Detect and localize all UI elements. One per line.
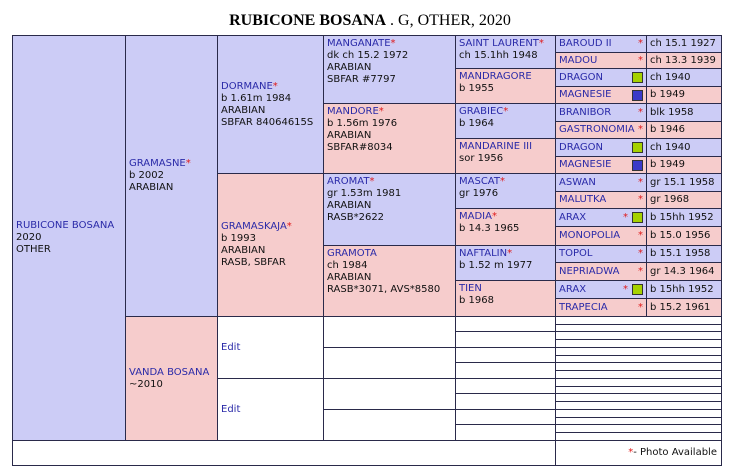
g5-name-cell	[555, 280, 647, 299]
g5-name[interactable]: ARAX	[559, 283, 587, 295]
subject-name[interactable]: RUBICONE BOSANA	[16, 220, 115, 231]
photo-star: *	[499, 176, 505, 187]
g4-cell	[455, 68, 556, 104]
page-title	[0, 12, 740, 30]
photo-star: *	[638, 106, 643, 118]
g4-name[interactable]: NAFTALIN	[459, 248, 508, 259]
g5-name-cell	[555, 35, 647, 53]
g5-name[interactable]: MONOPOLIA	[559, 230, 621, 241]
g4-cell	[455, 138, 556, 174]
g5-data-cell: gr 14.3 1964	[646, 262, 722, 281]
g4-name[interactable]: MANDRAGORE	[459, 71, 532, 82]
sire-breed: ARABIAN	[129, 182, 174, 193]
photo-star: *	[378, 106, 384, 117]
g3-name[interactable]: MANDORE	[327, 106, 379, 117]
g5-name-cell	[555, 121, 647, 139]
g5-name-cell	[555, 208, 647, 227]
g5-name[interactable]: MADOU	[559, 54, 598, 66]
g4-cell	[455, 173, 556, 209]
empty-ancestor-cell	[323, 378, 456, 410]
photo-star: *	[390, 38, 396, 49]
sire-name[interactable]: GRAMASNE	[129, 158, 186, 169]
g5-data-cell: b 15hh 1952	[646, 208, 722, 227]
g5-name-cell	[555, 298, 647, 317]
g4-info: sor 1956	[459, 153, 504, 164]
photo-star: *	[638, 54, 643, 66]
photo-star: *	[507, 248, 513, 259]
photo-thumbnail-icon[interactable]	[632, 90, 643, 101]
g5-name-cell	[555, 226, 647, 246]
g3-cell	[323, 173, 456, 246]
g4-cell	[455, 103, 556, 139]
g5-name[interactable]: ASWAN	[559, 176, 596, 188]
photo-thumbnail-icon[interactable]	[632, 72, 643, 83]
g4-info: b 1.52 m 1977	[459, 260, 533, 271]
g5-name[interactable]: TOPOL	[559, 248, 593, 259]
g3-name[interactable]: MANGANATE	[327, 38, 391, 49]
photo-legend	[555, 440, 722, 466]
g5-name-cell	[555, 103, 647, 122]
g5-name[interactable]: DRAGON	[559, 141, 604, 153]
g5-data-cell: b 1949	[646, 156, 722, 174]
g3-registry: SBFAR#8034	[327, 142, 393, 153]
photo-star: *	[491, 211, 497, 222]
g3-cell	[323, 103, 456, 174]
g5-name-cell	[555, 138, 647, 157]
g2-info: b 1993	[221, 233, 256, 244]
photo-star: *	[272, 80, 278, 92]
g4-info: b 1968	[459, 295, 494, 306]
subject-breed: OTHER	[16, 244, 51, 255]
g5-data-cell: ch 1940	[646, 138, 722, 157]
dam-info: ~2010	[129, 378, 163, 390]
g4-cell	[455, 208, 556, 246]
g5-data-cell: ch 1940	[646, 68, 722, 87]
g5-name-cell	[555, 191, 647, 209]
empty-ancestor-cell	[217, 316, 324, 379]
g3-breed: ARABIAN	[327, 62, 372, 73]
empty-ancestor-cell	[323, 347, 456, 379]
g5-name[interactable]: TRAPECIA	[559, 301, 608, 313]
photo-thumbnail-icon[interactable]	[632, 212, 643, 223]
g4-cell	[455, 245, 556, 281]
g4-name[interactable]: TIEN	[459, 283, 482, 294]
g2-registry: SBFAR 84064615S	[221, 116, 314, 128]
g5-name[interactable]: DRAGON	[559, 71, 604, 83]
photo-star: *	[638, 248, 643, 259]
g2-cell	[217, 173, 324, 317]
edit-link[interactable]: Edit	[221, 341, 241, 353]
g4-name[interactable]: MADIA	[459, 211, 492, 222]
g2-registry: RASB, SBFAR	[221, 257, 286, 268]
title-horse-name: RUBICONE BOSANA	[229, 12, 387, 29]
photo-star: *	[286, 221, 292, 232]
g4-cell	[455, 280, 556, 317]
empty-ancestor-cell	[455, 316, 556, 332]
legend-text: - Photo Available	[633, 447, 717, 458]
g5-data-cell: b 15.2 1961	[646, 298, 722, 317]
g3-info: b 1.56m 1976	[327, 118, 398, 129]
photo-star: *	[503, 106, 509, 117]
g5-name[interactable]: MALUTKA	[559, 194, 607, 205]
photo-star: *	[638, 301, 643, 313]
g5-name[interactable]: MAGNESIE	[559, 159, 612, 170]
g4-info: gr 1976	[459, 188, 499, 199]
g2-breed: ARABIAN	[221, 245, 266, 256]
sire-cell	[125, 35, 218, 317]
photo-star: *	[638, 176, 643, 188]
sire-info: b 2002	[129, 170, 164, 181]
g4-info: b 1955	[459, 83, 494, 94]
photo-star: *	[369, 176, 375, 187]
g3-name[interactable]: GRAMOTA	[327, 248, 377, 259]
g5-data-cell: b 15.0 1956	[646, 226, 722, 246]
g5-name-cell	[555, 173, 647, 192]
g5-data-cell: b 1949	[646, 86, 722, 104]
photo-star: *	[638, 265, 643, 277]
empty-ancestor-cell	[323, 409, 456, 441]
g5-data-cell: ch 15.1 1927	[646, 35, 722, 53]
g4-info: b 1964	[459, 118, 494, 129]
g5-data-cell: blk 1958	[646, 103, 722, 122]
g3-info: ch 1984	[327, 260, 368, 271]
g5-data-cell: b 15.1 1958	[646, 245, 722, 263]
g4-name[interactable]: MANDARINE III	[459, 141, 533, 152]
empty-ancestor-cell	[323, 316, 456, 348]
title-suffix: . G, OTHER, 2020	[386, 12, 511, 29]
g2-cell	[217, 35, 324, 174]
empty-ancestor-cell	[217, 378, 324, 441]
g5-name[interactable]: MAGNESIE	[559, 89, 612, 100]
g3-registry: SBFAR #7797	[327, 74, 396, 85]
photo-star: *	[638, 38, 643, 49]
g5-name[interactable]: NEPRIADWA	[559, 265, 620, 277]
g5-data-cell: b 15hh 1952	[646, 280, 722, 299]
g5-name[interactable]: BAROUD II	[559, 38, 612, 49]
g4-info: b 14.3 1965	[459, 223, 520, 234]
photo-star: *	[623, 211, 628, 223]
g5-name[interactable]: ARAX	[559, 211, 587, 223]
photo-thumbnail-icon[interactable]	[632, 160, 643, 171]
g2-name[interactable]: DORMANE	[221, 80, 273, 92]
photo-star: *	[538, 38, 544, 49]
empty-ancestor-cell	[455, 393, 556, 410]
g3-info: dk ch 15.2 1972	[327, 50, 409, 61]
g5-data-cell: ch 13.3 1939	[646, 52, 722, 69]
g4-cell	[455, 35, 556, 69]
photo-star: *	[623, 283, 628, 295]
g4-info: ch 15.1hh 1948	[459, 50, 538, 61]
photo-star: *	[638, 124, 643, 135]
g2-name[interactable]: GRAMASKAJA	[221, 221, 287, 232]
g3-registry: RASB*3071, AVS*8580	[327, 284, 441, 295]
g5-data-cell: gr 1968	[646, 191, 722, 209]
photo-star: *	[185, 158, 191, 169]
empty-ancestor-cell	[455, 378, 556, 394]
g5-name[interactable]: BRANIBOR	[559, 106, 612, 118]
photo-star: *	[638, 230, 643, 241]
g5-name-cell	[555, 156, 647, 174]
g5-name-cell	[555, 68, 647, 87]
g2-breed: ARABIAN	[221, 104, 266, 116]
empty-ancestor-cell	[455, 362, 556, 379]
g4-name[interactable]: SAINT LAURENT	[459, 38, 539, 49]
dam-cell	[125, 316, 218, 441]
g3-cell	[323, 35, 456, 104]
photo-thumbnail-icon[interactable]	[632, 142, 643, 153]
empty-ancestor-cell	[455, 331, 556, 348]
g5-data-cell: gr 15.1 1958	[646, 173, 722, 192]
g3-info: gr 1.53m 1981	[327, 188, 402, 199]
g2-info: b 1.61m 1984	[221, 92, 292, 104]
g3-cell	[323, 245, 456, 317]
g3-breed: ARABIAN	[327, 200, 372, 211]
photo-thumbnail-icon[interactable]	[632, 284, 643, 295]
g3-breed: ARABIAN	[327, 272, 372, 283]
g4-name[interactable]: GRABIEC	[459, 106, 504, 117]
photo-star: *	[638, 194, 643, 205]
g5-name-cell	[555, 245, 647, 263]
g5-name[interactable]: GASTRONOMIA	[559, 124, 635, 135]
g5-name-cell	[555, 52, 647, 69]
g3-registry: RASB*2622	[327, 212, 385, 223]
g5-name-cell	[555, 262, 647, 281]
g5-name-cell	[555, 86, 647, 104]
edit-link[interactable]: Edit	[221, 403, 241, 415]
g3-breed: ARABIAN	[327, 130, 372, 141]
empty-ancestor-cell	[455, 347, 556, 363]
footer-row	[12, 440, 556, 466]
subject-year: 2020	[16, 232, 42, 243]
dam-name[interactable]: VANDA BOSANA	[129, 366, 210, 378]
g4-name[interactable]: MASCAT	[459, 176, 500, 187]
subject-cell	[12, 35, 126, 441]
g5-data-cell: b 1946	[646, 121, 722, 139]
empty-ancestor-cell	[455, 424, 556, 441]
photo-star: *	[628, 447, 634, 458]
empty-ancestor-cell	[455, 409, 556, 425]
g3-name[interactable]: AROMAT	[327, 176, 370, 187]
